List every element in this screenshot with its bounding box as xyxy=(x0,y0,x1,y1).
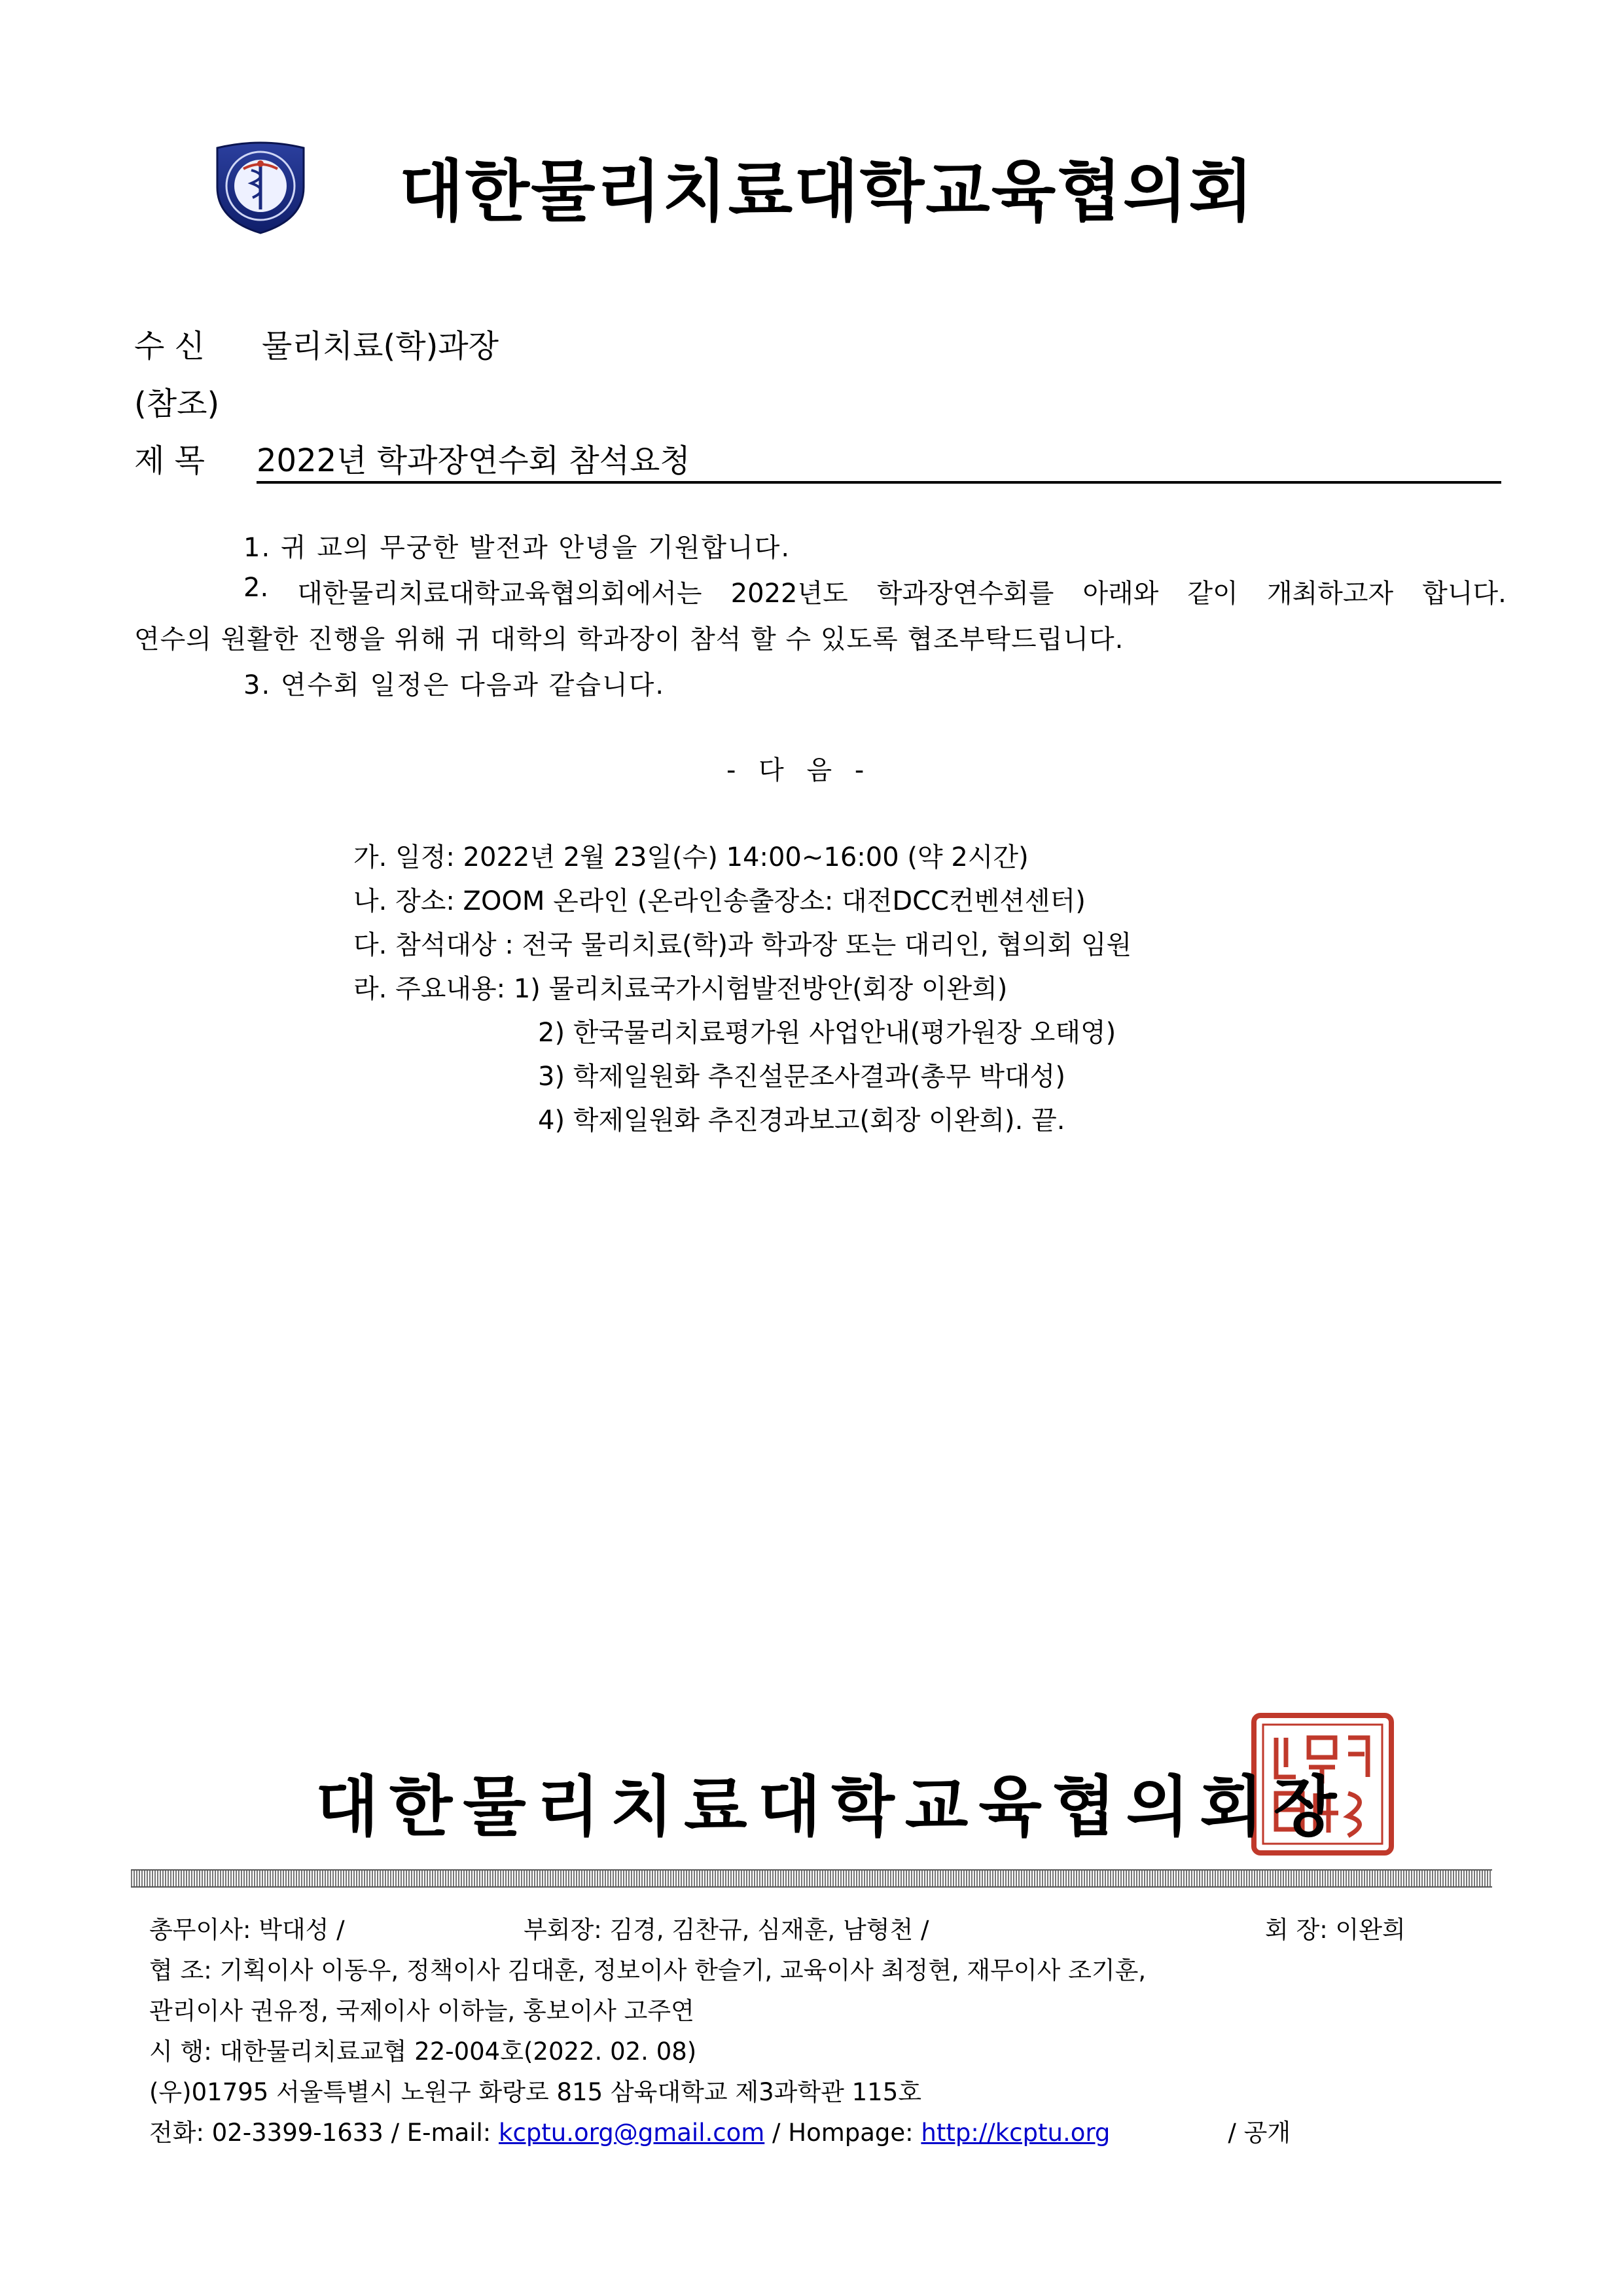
enforcement-number: 시 행: 대한물리치료교협 22-004호(2022. 02. 08) xyxy=(149,2037,697,2066)
paragraph-2-word: 학과장연수회를 xyxy=(876,579,1054,609)
paragraph-2-word: 개최하고자 xyxy=(1266,579,1394,609)
disclosure-status: / 공개 xyxy=(1228,2119,1291,2147)
paragraph-2 xyxy=(243,573,1507,610)
paragraph-2-word: 대한물리치료대학교육협의회에서는 xyxy=(297,579,702,609)
association-emblem-icon xyxy=(211,136,310,236)
contact-line xyxy=(149,2113,1291,2148)
cooperation-line-continued: 관리이사 권유정, 국제이사 이하늘, 홍보이사 고주연 xyxy=(149,1997,694,2025)
cooperation-line: 협 조: 기획이사 이동우, 정책이사 김대훈, 정보이사 한슬기, 교육이사 최정현, 재무이사 조기훈, xyxy=(149,1956,1147,1984)
secretary-general: 총무이사: 박대성 / xyxy=(149,1916,345,1944)
paragraph-2-continuation: 연수의 원활한 진행을 위해 귀 대학의 학과장이 참석 할 수 있도록 협조부탁드립니다. xyxy=(134,624,1124,655)
postal-address: (우)01795 서울특별시 노원구 화랑로 815 삼육대학교 제3과학관 115호 xyxy=(149,2078,922,2106)
paragraph-2-word: 2022년도 xyxy=(730,579,848,609)
signature-title: 대한물리치료대학교육협의회장 xyxy=(315,1768,1347,1845)
paragraph-2-word: 2. xyxy=(243,573,269,603)
email-link[interactable]: kcptu.org@gmail.com xyxy=(499,2119,765,2147)
paragraph-1: 1. 귀 교의 무궁한 발전과 안녕을 기원합니다. xyxy=(243,533,791,563)
footer-divider xyxy=(131,1869,1492,1888)
vice-presidents: 부회장: 김경, 김찬규, 심재훈, 남형천 / xyxy=(524,1916,929,1944)
recipient-label: 수 신 xyxy=(134,328,205,365)
attendees-item: 다. 참석대상 : 전국 물리치료(학)과 학과장 또는 대리인, 협의회 임원 xyxy=(353,930,1132,960)
paragraph-3: 3. 연수회 일정은 다음과 같습니다. xyxy=(243,670,666,700)
homepage-label: / Hompage: xyxy=(764,2119,921,2147)
agenda-subitem: 2) 한국물리치료평가원 사업안내(평가원장 오태영) xyxy=(538,1018,1116,1048)
section-heading: - 다 음 - xyxy=(726,755,865,785)
schedule-item: 가. 일정: 2022년 2월 23일(수) 14:00~16:00 (약 2시간) xyxy=(353,842,1029,872)
agenda-item: 라. 주요내용: 1) 물리치료국가시험발전방안(회장 이완희) xyxy=(353,974,1008,1004)
subject-value: 2022년 학과장연수회 참석요청 xyxy=(257,442,690,479)
paragraph-2-word: 아래와 xyxy=(1082,579,1159,609)
subject-label: 제 목 xyxy=(134,442,205,479)
agenda-subitem: 3) 학제일원화 추진설문조사결과(총무 박대성) xyxy=(538,1062,1065,1092)
homepage-link[interactable]: http://kcptu.org xyxy=(921,2119,1111,2147)
subject-underline xyxy=(257,481,1501,484)
reference-label: (참조) xyxy=(134,386,220,422)
paragraph-2-word: 같이 xyxy=(1187,579,1238,609)
recipient-value: 물리치료(학)과장 xyxy=(262,328,499,365)
agenda-subitem: 4) 학제일원화 추진경과보고(회장 이완희). 끝. xyxy=(538,1105,1065,1136)
location-item: 나. 장소: ZOOM 온라인 (온라인송출장소: 대전DCC컨벤션센터) xyxy=(353,886,1086,916)
paragraph-2-word: 합니다. xyxy=(1422,579,1507,609)
organization-title: 대한물리치료대학교육협의회 xyxy=(399,153,1255,231)
phone-number: 전화: 02-3399-1633 / E-mail: xyxy=(149,2119,499,2147)
president: 회 장: 이완희 xyxy=(1265,1916,1406,1944)
